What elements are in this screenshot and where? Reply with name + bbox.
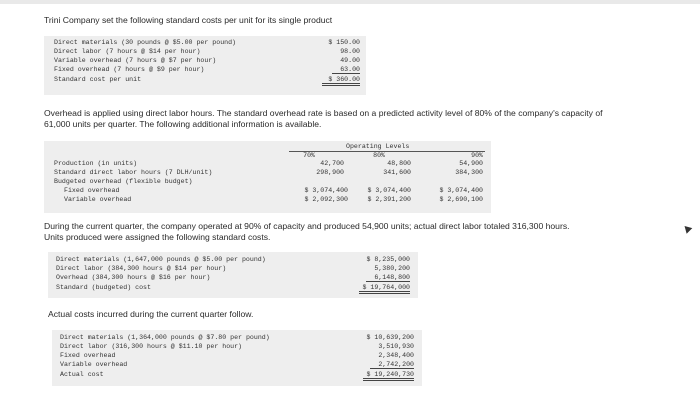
col-header-70: 70%: [303, 152, 315, 159]
operating-levels-table: [44, 141, 491, 213]
actual-cost-label: Variable overhead: [60, 361, 128, 368]
assigned-cost-label: Direct materials (1,647,000 pounds @ $5.00 per pound): [56, 256, 266, 263]
quarter-note: During the current quarter, the company operated at 90% of capacity and produced 54,900 units; actual direct labor totaled 316,300 hours. Units produced were assigned the following standard costs.: [44, 221, 570, 242]
std-cost-value: 98.00: [340, 48, 360, 55]
mouse-cursor-icon: [682, 223, 693, 234]
cell: 42,700: [320, 160, 344, 167]
intro-text: Trini Company set the following standard costs per unit for its single product: [44, 15, 333, 25]
actual-cost-label: Direct materials (1,364,000 pounds @ $7.80 per pound): [60, 334, 270, 341]
cell: $ 3,074,400: [367, 187, 411, 194]
col-header-90: 90%: [471, 152, 483, 159]
std-cost-label: Fixed overhead (7 hours @ $9 per hour): [54, 66, 205, 73]
actual-cost-total-label: Actual cost: [60, 371, 104, 378]
cell: 341,600: [383, 169, 411, 176]
cell: $ 2,391,200: [367, 196, 411, 203]
assigned-cost-label: Overhead (384,300 hours @ $16 per hour): [56, 274, 211, 281]
col-header-80: 80%: [373, 152, 385, 159]
cell: 48,800: [387, 160, 411, 167]
cell: $ 2,690,100: [439, 196, 483, 203]
row-label: Fixed overhead: [64, 187, 120, 194]
std-cost-total-value: $ 360.00: [322, 76, 360, 86]
std-cost-label: Variable overhead (7 hours @ $7 per hour): [54, 57, 217, 64]
cell: $ 3,074,400: [304, 187, 348, 194]
actual-cost-value: 2,742,200: [370, 361, 414, 369]
header-rule: [289, 151, 485, 152]
cell: 298,900: [316, 169, 344, 176]
actual-note: Actual costs incurred during the current quarter follow.: [48, 309, 254, 319]
top-strip: [0, 0, 700, 4]
row-label: Budgeted overhead (flexible budget): [54, 178, 193, 185]
row-label: Variable overhead: [64, 196, 132, 203]
actual-cost-value: 2,348,400: [378, 352, 414, 359]
actual-cost-box: [52, 330, 422, 386]
assigned-cost-value: $ 8,235,000: [366, 256, 410, 263]
actual-cost-total-value: $ 19,240,730: [363, 371, 414, 381]
row-label: Standard direct labor hours (7 DLH/unit): [54, 169, 213, 176]
standard-cost-box: [44, 36, 366, 95]
std-cost-value: 49.00: [340, 57, 360, 64]
std-cost-total-label: Standard cost per unit: [54, 76, 142, 83]
assigned-cost-box: [48, 252, 418, 298]
actual-cost-value: $ 10,639,200: [366, 334, 414, 341]
actual-cost-label: Direct labor (316,300 hours @ $11.10 per hour): [60, 343, 243, 350]
assigned-cost-value: 6,148,800: [366, 274, 410, 282]
actual-cost-value: 3,510,930: [378, 343, 414, 350]
cell: 54,900: [459, 160, 483, 167]
std-cost-label: Direct labor (7 hours @ $14 per hour): [54, 48, 201, 55]
assigned-cost-value: 5,380,200: [374, 265, 410, 272]
operating-levels-title: Operating Levels: [346, 143, 410, 150]
row-label: Production (in units): [54, 160, 138, 167]
cell: $ 3,074,400: [439, 187, 483, 194]
overhead-note: Overhead is applied using direct labor hours. The standard overhead rate is based on a predicted activity level of 80% of the company's capacity of 61,000 units per quarter. The following additional information is available.: [44, 108, 603, 129]
assigned-cost-label: Direct labor (384,300 hours @ $14 per hour): [56, 265, 227, 272]
cell: $ 2,092,300: [304, 196, 348, 203]
std-cost-label: Direct materials (30 pounds @ $5.00 per pound): [54, 39, 237, 46]
assigned-cost-total-label: Standard (budgeted) cost: [56, 284, 151, 291]
std-cost-value: 63.00: [332, 66, 360, 74]
std-cost-value: $ 150.00: [328, 39, 360, 46]
assigned-cost-total-value: $ 19,764,000: [359, 284, 410, 294]
actual-cost-label: Fixed overhead: [60, 352, 116, 359]
cell: 384,300: [455, 169, 483, 176]
